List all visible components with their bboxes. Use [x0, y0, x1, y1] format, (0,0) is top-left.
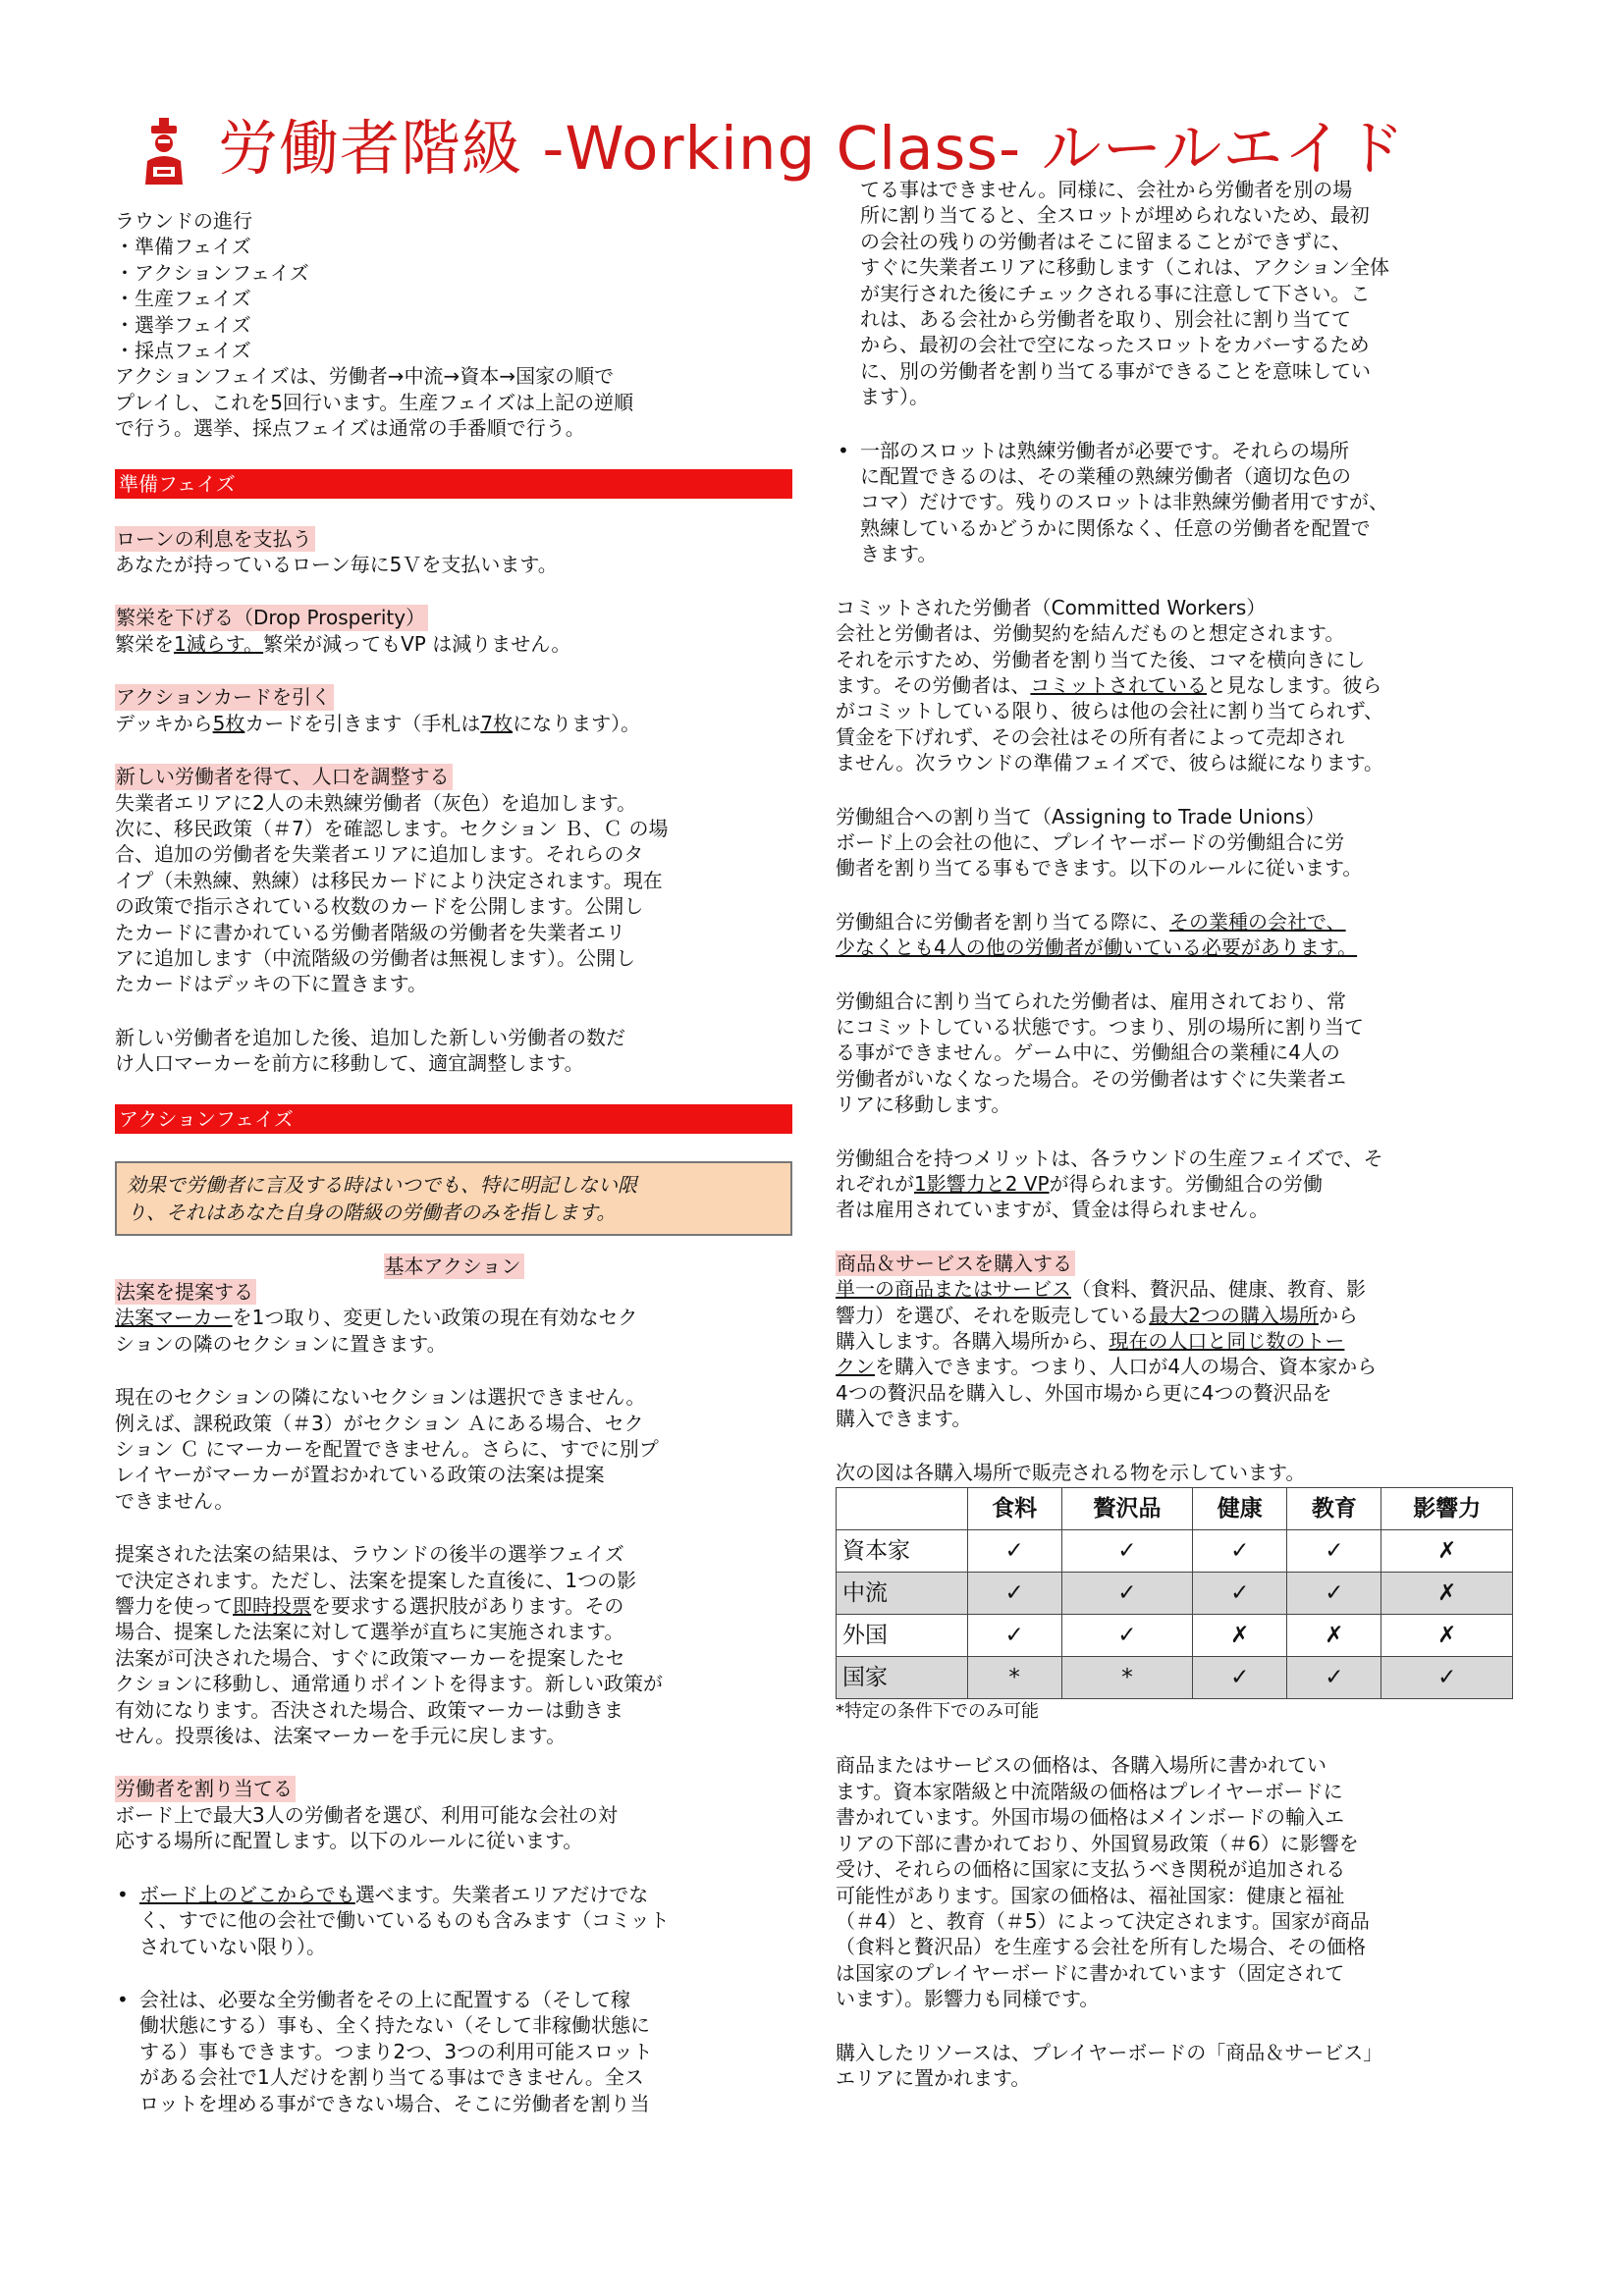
- text-line: 新しい労働者を追加した後、追加した新しい労働者の数だ: [115, 1025, 625, 1049]
- table-header: [837, 1488, 968, 1530]
- text-line: リアの下部に書かれており、外国貿易政策（＃6）に影響を: [836, 1831, 1359, 1855]
- text-line: 合、追加の労働者を失業者エリアに追加します。それらのタ: [115, 842, 644, 867]
- loan-heading: ローンの利息を支払う: [115, 526, 315, 552]
- text-line: ボード上で最大3人の労働者を選び、利用可能な会社の対: [115, 1802, 618, 1827]
- text-line: 購入できます。: [836, 1407, 972, 1431]
- text-line: 者は雇用されていますが、賃金は得られません。: [836, 1198, 1270, 1222]
- text-line: は国家のプレイヤーボードに書かれています（固定されて: [836, 1960, 1345, 1985]
- text-line: 有効になります。否決された場合、政策マーカーは動きま: [115, 1697, 623, 1722]
- table-cell: ✓: [1061, 1530, 1193, 1573]
- table-cell: ✓: [1287, 1573, 1381, 1615]
- text-line: クンを購入できます。つまり、人口が4人の場合、資本家から: [836, 1355, 1378, 1379]
- table-cell: 中流: [837, 1573, 968, 1615]
- text-line: 法案が可決された場合、すぐに政策マーカーを提案したセ: [115, 1645, 625, 1670]
- table-cell: ✓: [1193, 1657, 1287, 1699]
- text-line: 場合、提案した法案に対して選挙が直ちに実施されます。: [115, 1620, 624, 1644]
- card-heading: アクションカードを引く: [115, 684, 334, 710]
- table-row: [837, 1530, 1513, 1573]
- union-heading: 労働組合への割り当て（Assigning to Trade Unions）: [836, 804, 1326, 828]
- skilled-rule-list: [836, 438, 1523, 567]
- text-line: で決定されます。ただし、法案を提案した直後に、1つの影: [115, 1568, 637, 1592]
- law-text: 法案マーカーを1つ取り、変更したい政策の現在有効なセク: [115, 1306, 638, 1330]
- text-line: 購入します。各購入場所から、現在の人口と同じ数のトー: [836, 1329, 1345, 1354]
- text-line: ません。次ラウンドの準備フェイズで、彼らは縦になります。: [836, 751, 1383, 775]
- basic-actions-heading: 基本アクション: [384, 1254, 524, 1279]
- assign-rules-list: [115, 1882, 792, 2116]
- text-line: け人口マーカーを前方に移動して、適宜調整します。: [115, 1051, 584, 1076]
- text-line: 提案された法案の結果は、ラウンドの後半の選挙フェイズ: [115, 1542, 624, 1567]
- text-line: できません。: [115, 1488, 235, 1513]
- text-line: エリアに置かれます。: [836, 2065, 1031, 2090]
- table-cell: *: [1061, 1657, 1193, 1699]
- text-line: ボード上の会社の他に、プレイヤーボードの労働組合に労: [836, 829, 1345, 854]
- table-header: 影響力: [1381, 1488, 1513, 1530]
- law-heading: 法案を提案する: [115, 1279, 256, 1305]
- table-cell: ✓: [967, 1615, 1061, 1657]
- text-line: 書かれています。外国市場の価格はメインボードの輸入エ: [836, 1805, 1344, 1830]
- table-header: 教育: [1287, 1488, 1381, 1530]
- table-cell: ✓: [1061, 1573, 1193, 1615]
- table-cell: ✓: [967, 1573, 1061, 1615]
- assign-rules-continued: てる事はできません。同様に、会社から労働者を別の場 所に割り当てると、全スロットが埋められないため、最初 の会社の残りの労働者はそこに留まることができずに、 すぐに失業者エリアに移動します（これは、アクション全体 が実行された後にチェックされる事に注意して下さい。こ れは、ある会社から労働者を取り、別会社に割り当てて から、最初の会社で空になったスロットをカバーするため に、別の労働者を割り当てる事ができることを意味してい ます）。: [860, 178, 1389, 409]
- phase-item: ・アクションフェイズ: [115, 260, 309, 285]
- text-line: 現在のセクションの隣にないセクションは選択できません。: [115, 1385, 646, 1410]
- text-line: たカードはデッキの下に置きます。: [115, 972, 427, 996]
- text-line: クションに移動し、通常通りポイントを得ます。新しい政策が: [115, 1672, 663, 1696]
- section-band-action: アクションフェイズ: [115, 1104, 792, 1134]
- table-cell: 外国: [837, 1615, 968, 1657]
- text-line: アに追加します（中流階級の労働者は無視します）。公開し: [115, 945, 635, 970]
- table-cell: ✗: [1381, 1530, 1513, 1573]
- text-line: ます。その労働者は、コミットされていると見なします。彼ら: [836, 672, 1382, 697]
- text-line: 労働組合に労働者を割り当てる際に、その業種の会社で、: [836, 909, 1346, 934]
- text-line: れぞれが1影響力と2 VPが得られます。労働組合の労働: [836, 1172, 1323, 1196]
- phase-list: [115, 234, 792, 363]
- note-line: り、それはあなた自身の階級の労働者のみを指します。: [127, 1200, 617, 1224]
- text-line: 労働組合を持つメリットは、各ラウンドの生産フェイズで、そ: [836, 1146, 1383, 1170]
- table-header: 健康: [1193, 1488, 1287, 1530]
- text-line: それを示すため、労働者を割り当てた後、コマを横向きにし: [836, 647, 1366, 671]
- text-line: 4つの贅沢品を購入し、外国市場から更に4つの贅沢品を: [836, 1380, 1332, 1405]
- text-line: 労働組合に割り当てられた労働者は、雇用されており、常: [836, 988, 1346, 1013]
- table-cell: ✗: [1381, 1573, 1513, 1615]
- prosperity-text: 繁栄を1減らす。繁栄が減ってもVP は減りません。: [115, 631, 571, 656]
- text-line: 少なくとも4人の他の労働者が働いている必要があります。: [836, 935, 1358, 960]
- phase-item: ・採点フェイズ: [115, 339, 251, 363]
- text-line: います）。影響力も同様です。: [836, 1987, 1100, 2011]
- list-item: • 一部のスロットは熟練労働者が必要です。それらの場所 に配置できるのは、その業種の熟練労働者（適切な色の コマ）だけです。残りのスロットは非熟練労働者用ですが、 熟練しているかどうかに関係なく、任意の労働者を配置で きます。: [836, 438, 1523, 567]
- text-line: 賃金を下げれず、その会社はその所有者によって売却され: [836, 724, 1345, 749]
- table-header-row: [837, 1488, 1513, 1530]
- table-header: 食料: [967, 1488, 1061, 1530]
- table-cell: ✓: [1287, 1530, 1381, 1573]
- phase-item: ・準備フェイズ: [115, 235, 251, 259]
- table-cell: *: [967, 1657, 1061, 1699]
- text-line: 購入したリソースは、プレイヤーボードの「商品＆サービス」: [836, 2040, 1383, 2064]
- text-line: 例えば、課税政策（＃3）がセクション Ａにある場合、セク: [115, 1411, 644, 1435]
- text-line: 可能性があります。国家の価格は、福祉国家：健康と福祉: [836, 1883, 1345, 1907]
- text-line: イプ（未熟練、熟練）は移民カードにより決定されます。現在: [115, 868, 663, 892]
- table-cell: ✓: [1287, 1657, 1381, 1699]
- list-item: • 会社は、必要な全労働者をその上に配置する（そして稼 働状態にする）事も、全く持たない（そして非稼働状態に する）事もできます。つまり2つ、3つの利用可能スロット がある会社で1人だけを割り当てる事はできません。全ス ロットを埋める事ができない場合、そこに労働者を割り当: [115, 1987, 792, 2116]
- text-line: がコミットしている限り、彼らは他の会社に割り当てられず、: [836, 699, 1383, 723]
- text-line: 商品またはサービスの価格は、各購入場所に書かれてい: [836, 1753, 1326, 1778]
- prosperity-heading: 繁栄を下げる（Drop Prosperity）: [115, 605, 428, 630]
- worker-logo-icon: [135, 116, 192, 187]
- right-column: [836, 177, 1523, 2091]
- page-title: 労働者階級 -Working Class- ルールエイド: [218, 114, 1406, 184]
- table-cell: ✓: [1193, 1573, 1287, 1615]
- text-line: の政策で指示されている枚数のカードを公開します。公開し: [115, 894, 644, 919]
- text-line: せん。投票後は、法案マーカーを手元に戻します。: [115, 1724, 567, 1748]
- loan-text: あなたが持っているローン毎に5Ｖを支払います。: [115, 553, 558, 577]
- text-line: 会社と労働者は、労働契約を結んだものと想定されます。: [836, 621, 1345, 646]
- table-cell: ✓: [1061, 1615, 1193, 1657]
- list-item: • ボード上のどこからでも選べます。失業者エリアだけでな く、すでに他の会社で働いているものも含みます（コミット されていない限り）。: [115, 1882, 792, 1959]
- table-footnote: *特定の条件下でのみ可能: [836, 1701, 1039, 1723]
- table-row: [837, 1657, 1513, 1699]
- text-line: 労働者がいなくなった場合。その労働者はすぐに失業者エ: [836, 1066, 1346, 1091]
- text-line: 響力）を選び、それを販売している最大2つの購入場所から: [836, 1303, 1358, 1327]
- text-line: アクションフェイズは、労働者→中流→資本→国家の順で: [115, 364, 615, 389]
- table-cell: ✓: [967, 1530, 1061, 1573]
- round-heading: ラウンドの進行: [115, 209, 252, 233]
- text-line: ションの隣のセクションに置きます。: [115, 1331, 447, 1356]
- section-band-prep: 準備フェイズ: [115, 469, 792, 499]
- table-cell: 資本家: [837, 1530, 968, 1573]
- phase-item: ・生産フェイズ: [115, 287, 251, 311]
- text-line: （＃4）と、教育（＃5）によって決定されます。国家が商品: [836, 1908, 1370, 1933]
- note-box: [115, 1161, 792, 1236]
- table-cell: ✓: [1193, 1530, 1287, 1573]
- buy-heading: 商品＆サービスを購入する: [836, 1251, 1075, 1276]
- left-column: [115, 208, 792, 2116]
- table-cell: ✗: [1381, 1615, 1513, 1657]
- table-cell: ✓: [1381, 1657, 1513, 1699]
- text-line: 単一の商品またはサービス（食料、贅沢品、健康、教育、影: [836, 1277, 1366, 1302]
- text-line: ション Ｃ にマーカーを配置できません。さらに、すでに別プ: [115, 1437, 659, 1461]
- text-line: 響力を使って即時投票を要求する選択肢があります。その: [115, 1594, 624, 1619]
- text-line: 働者を割り当てる事もできます。以下のルールに従います。: [836, 856, 1363, 881]
- text-line: リアに移動します。: [836, 1093, 1011, 1117]
- new-workers-heading: 新しい労働者を得て、人口を調整する: [115, 764, 453, 789]
- text-line: 次に、移民政策（＃7）を確認します。セクション Ｂ、Ｃ の場: [115, 816, 669, 840]
- card-text: デッキから5枚カードを引きます（手札は7枚になります）。: [115, 711, 641, 735]
- note-line: 効果で労働者に言及する時はいつでも、特に明記しない限: [127, 1172, 637, 1197]
- table-cell: ✗: [1193, 1615, 1287, 1657]
- table-cell: 国家: [837, 1657, 968, 1699]
- text-line: たカードに書かれている労働者階級の労働者を失業者エリ: [115, 920, 625, 944]
- text-line: 応する場所に配置します。以下のルールに従います。: [115, 1829, 583, 1853]
- text-line: （食料と贅沢品）を生産する会社を所有した場合、その価格: [836, 1935, 1366, 1959]
- text-line: レイヤーがマーカーが置おかれている政策の法案は提案: [115, 1463, 605, 1487]
- text-line: る事ができません。ゲーム中に、労働組合の業種に4人の: [836, 1041, 1340, 1065]
- text-line: プレイし、これを5回行います。生産フェイズは上記の逆順: [115, 390, 634, 414]
- table-row: [837, 1615, 1513, 1657]
- table-intro: 次の図は各購入場所で販売される物を示しています。: [836, 1460, 1306, 1484]
- committed-heading: コミットされた労働者（Committed Workers）: [836, 595, 1267, 619]
- text-line: にコミットしている状態です。つまり、別の場所に割り当て: [836, 1014, 1364, 1039]
- purchase-table: [836, 1487, 1513, 1699]
- text-line: ます。資本家階級と中流階級の価格はプレイヤーボードに: [836, 1779, 1343, 1803]
- text-line: 失業者エリアに2人の未熟練労働者（灰色）を追加します。: [115, 790, 637, 815]
- table-row: [837, 1573, 1513, 1615]
- table-header: 贅沢品: [1061, 1488, 1193, 1530]
- text-line: で行う。選挙、採点フェイズは通常の手番順で行う。: [115, 416, 585, 441]
- assign-heading: 労働者を割り当てる: [115, 1776, 296, 1801]
- table-cell: ✗: [1287, 1615, 1381, 1657]
- phase-item: ・選挙フェイズ: [115, 312, 251, 337]
- text-line: 受け、それらの価格に国家に支払うべき関税が追加される: [836, 1857, 1346, 1882]
